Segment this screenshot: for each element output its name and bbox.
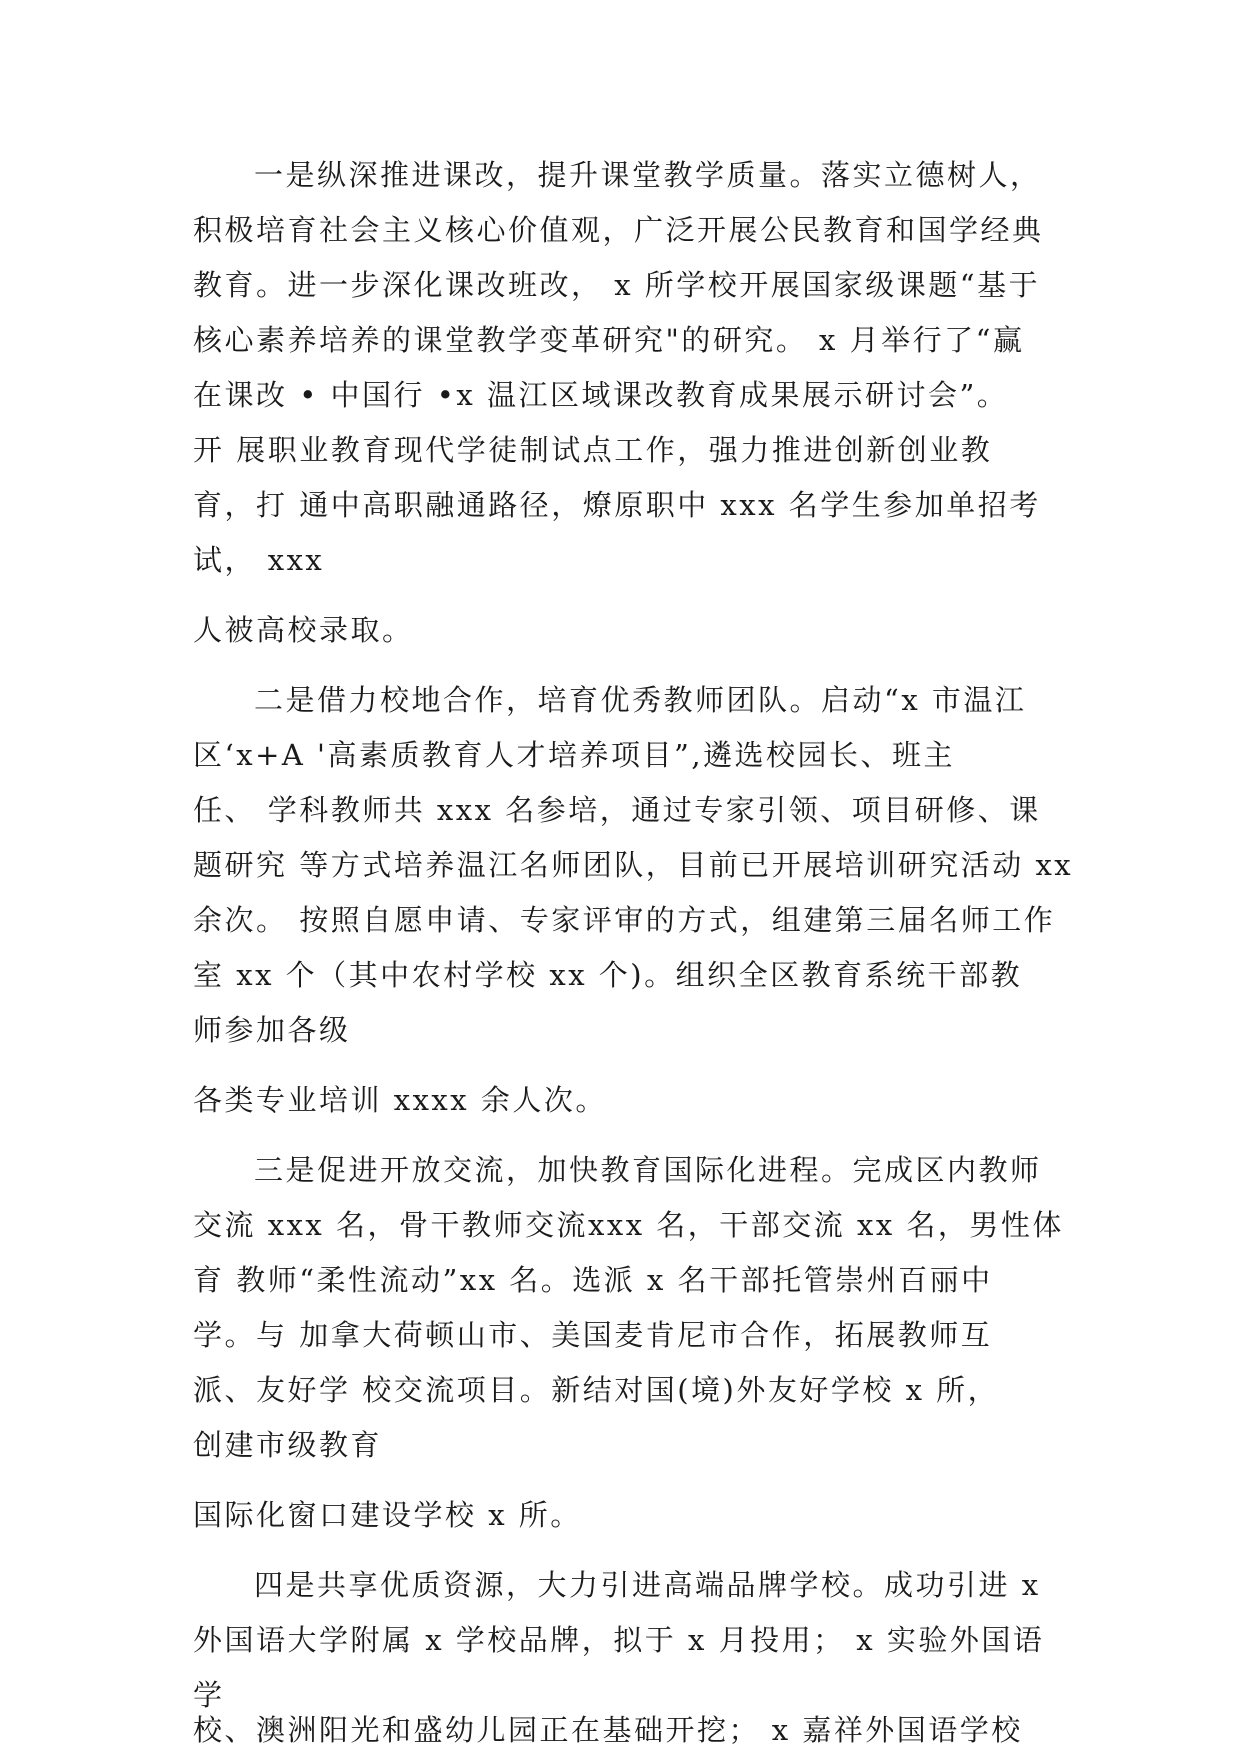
paragraph-1-line-5: 在课改 • 中国行 •x 温江区域课改教育成果展示研讨会”。 bbox=[193, 378, 1009, 412]
paragraph-7-line-3: 学 bbox=[193, 1678, 225, 1712]
paragraph-5-line-3: 育 教师“柔性流动”xx 名。选派 x 名干部托管崇州百丽中 bbox=[193, 1263, 993, 1297]
paragraph-5-line-1: 三是促进开放交流，加快教育国际化进程。完成区内教师 bbox=[254, 1153, 1042, 1187]
paragraph-5-line-4: 学。与 加拿大荷顿山市、美国麦肯尼市合作，拓展教师互 bbox=[193, 1318, 993, 1352]
paragraph-7-line-2: 外国语大学附属 x 学校品牌，拟于 x 月投用； x 实验外国语 bbox=[193, 1623, 1045, 1657]
paragraph-3-line-5: 余次。 按照自愿申请、专家评审的方式，组建第三届名师工作 bbox=[193, 903, 1056, 937]
paragraph-5-line-2: 交流 xxx 名，骨干教师交流xxx 名，干部交流 xx 名，男性体 bbox=[193, 1208, 1064, 1242]
paragraph-3-line-3: 任、 学科教师共 xxx 名参培，通过专家引领、项目研修、课 bbox=[193, 793, 1041, 827]
paragraph-1-line-7: 育，打 通中高职融通路径，燎原职中 xxx 名学生参加单招考 bbox=[193, 488, 1041, 522]
paragraph-4-line-1: 各类专业培训 xxxx 余人次。 bbox=[193, 1083, 607, 1117]
paragraph-2-line-1: 人被高校录取。 bbox=[193, 613, 414, 647]
paragraph-5-line-5: 派、友好学 校交流项目。新结对国(境)外友好学校 x 所， bbox=[193, 1373, 1000, 1407]
paragraph-3-line-7: 师参加各级 bbox=[193, 1013, 351, 1047]
paragraph-1-line-8: 试， xxx bbox=[193, 543, 325, 577]
paragraph-7-line-1: 四是共享优质资源，大力引进高端品牌学校。成功引进 x bbox=[254, 1568, 1041, 1602]
paragraph-1-line-3: 教育。进一步深化课改班改， x 所学校开展国家级课题“基于 bbox=[193, 268, 1041, 302]
paragraph-1-line-4: 核心素养培养的课堂教学变革研究"的研究。 x 月举行了“赢 bbox=[193, 323, 1025, 357]
paragraph-1-line-2: 积极培育社会主义核心价值观，广泛开展公民教育和国学经典 bbox=[193, 213, 1044, 247]
paragraph-3-line-4: 题研究 等方式培养温江名师团队，目前已开展培训研究活动 xx bbox=[193, 848, 1074, 882]
paragraph-5-line-6: 创建市级教育 bbox=[193, 1428, 383, 1462]
paragraph-3-line-2: 区‘x+A '高素质教育人才培养项目”,遴选校园长、班主 bbox=[193, 738, 956, 772]
paragraph-1-line-1: 一是纵深推进课改，提升课堂教学质量。落实立德树人， bbox=[254, 158, 1042, 192]
paragraph-3-line-1: 二是借力校地合作，培育优秀教师团队。启动“x 市温江 bbox=[254, 683, 1027, 717]
paragraph-6-line-1: 国际化窗口建设学校 x 所。 bbox=[193, 1498, 582, 1532]
paragraph-8-line-1: 校、澳洲阳光和盛幼儿园正在基础开挖； x 嘉祥外国语学校 bbox=[193, 1713, 1023, 1747]
paragraph-3-line-6: 室 xx 个（其中农村学校 xx 个)。组织全区教育系统干部教 bbox=[193, 958, 1023, 992]
paragraph-1-line-6: 开 展职业教育现代学徒制试点工作，强力推进创新创业教 bbox=[193, 433, 993, 467]
